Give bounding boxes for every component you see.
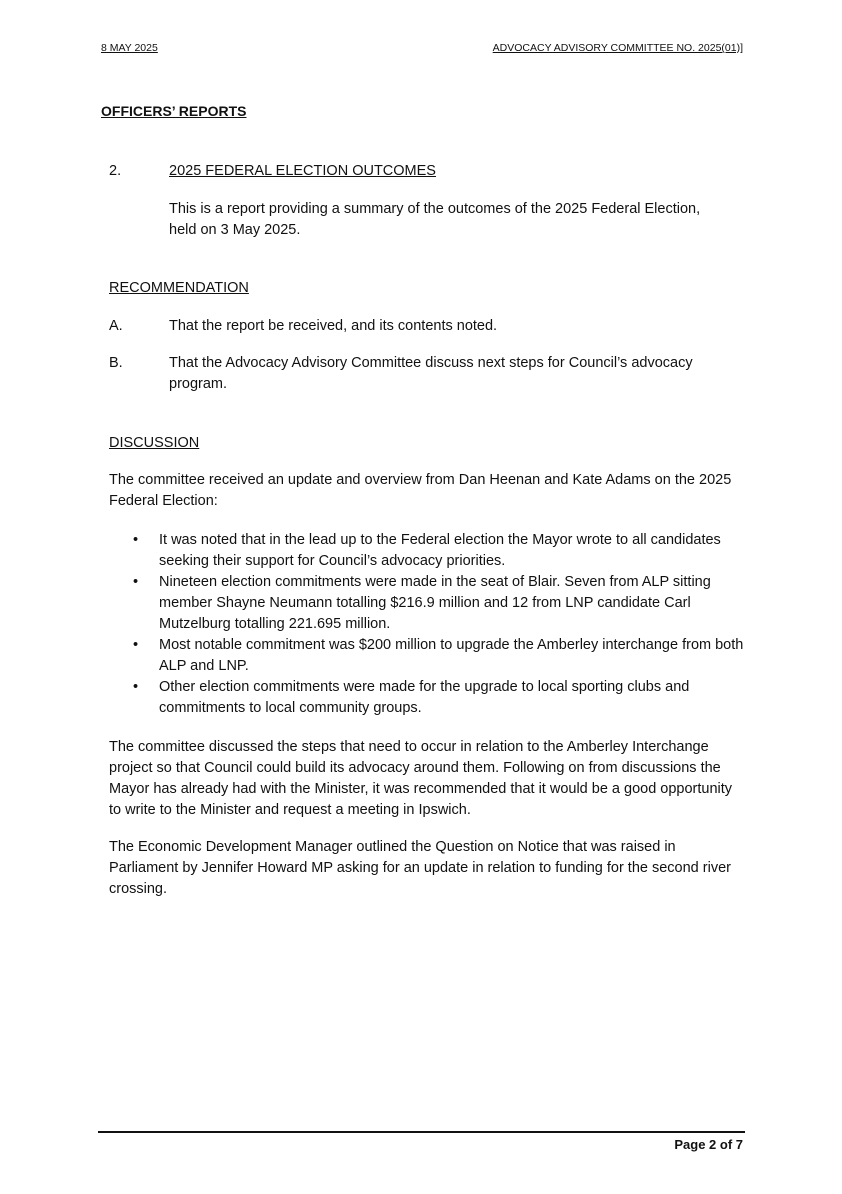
recommendation-text: That the Advocacy Advisory Committee discuss next steps for Council’s advocacy program. [169, 355, 693, 392]
discussion-intro: The committee received an update and overview from Dan Heenan and Kate Adams on the 2025 Federal Election: [109, 472, 732, 509]
discussion-bullet-list [109, 530, 744, 719]
bullet-text: Nineteen election commitments were made in the seat of Blair. Seven from ALP sitting member Shayne Neumann totalling $216.9 million and 12 from LNP candidate Carl Mutzelburg totalling 221.695 million. [159, 574, 711, 632]
header-committee: ADVOCACY ADVISORY COMMITTEE NO. 2025(01)] [492, 42, 743, 54]
recommendation-heading: RECOMMENDATION [109, 280, 249, 296]
recommendation-text: That the report be received, and its contents noted. [169, 318, 498, 334]
section-title: OFFICERS’ REPORTS [101, 103, 247, 119]
header-date: 8 MAY 2025 [101, 42, 158, 54]
bullet-icon: • [133, 574, 139, 590]
bullet-text: Most notable commitment was $200 million to upgrade the Amberley interchange from both ALP and LNP. [159, 637, 744, 674]
item-summary: This is a report providing a summary of the outcomes of the 2025 Federal Election, held on 3 May 2025. [169, 201, 701, 238]
discussion-paragraph: The committee discussed the steps that need to occur in relation to the Amberley Interchange project so that Council could build its advocacy around them. Following on from discussions the Mayor has already had with the Minister, it was recommended that it would be a good opportunity to write to the Minister and request a meeting in Ipswich. [109, 739, 733, 818]
bullet-text: Other election commitments were made for the upgrade to local sporting clubs and commitments to local community groups. [159, 679, 690, 716]
bullet-text: It was noted that in the lead up to the Federal election the Mayor wrote to all candidates seeking their support for Council’s advocacy priorities. [159, 532, 721, 569]
item-number: 2. [109, 163, 122, 179]
discussion-paragraph: The Economic Development Manager outlined the Question on Notice that was raised in Parliament by Jennifer Howard MP asking for an update in relation to funding for the second river crossing. [109, 839, 731, 897]
bullet-icon: • [133, 637, 139, 653]
bullet-item [109, 572, 744, 635]
discussion-heading: DISCUSSION [109, 435, 200, 451]
recommendation-letter: A. [109, 318, 123, 334]
bullet-icon: • [133, 532, 139, 548]
bullet-item [109, 677, 744, 719]
item-title: 2025 FEDERAL ELECTION OUTCOMES [169, 163, 436, 179]
page-number: Page 2 of 7 [674, 1137, 743, 1152]
recommendation-letter: B. [109, 355, 123, 371]
footer-divider [98, 1131, 745, 1133]
bullet-item [109, 530, 744, 572]
bullet-item [109, 635, 744, 677]
bullet-icon: • [133, 679, 139, 695]
